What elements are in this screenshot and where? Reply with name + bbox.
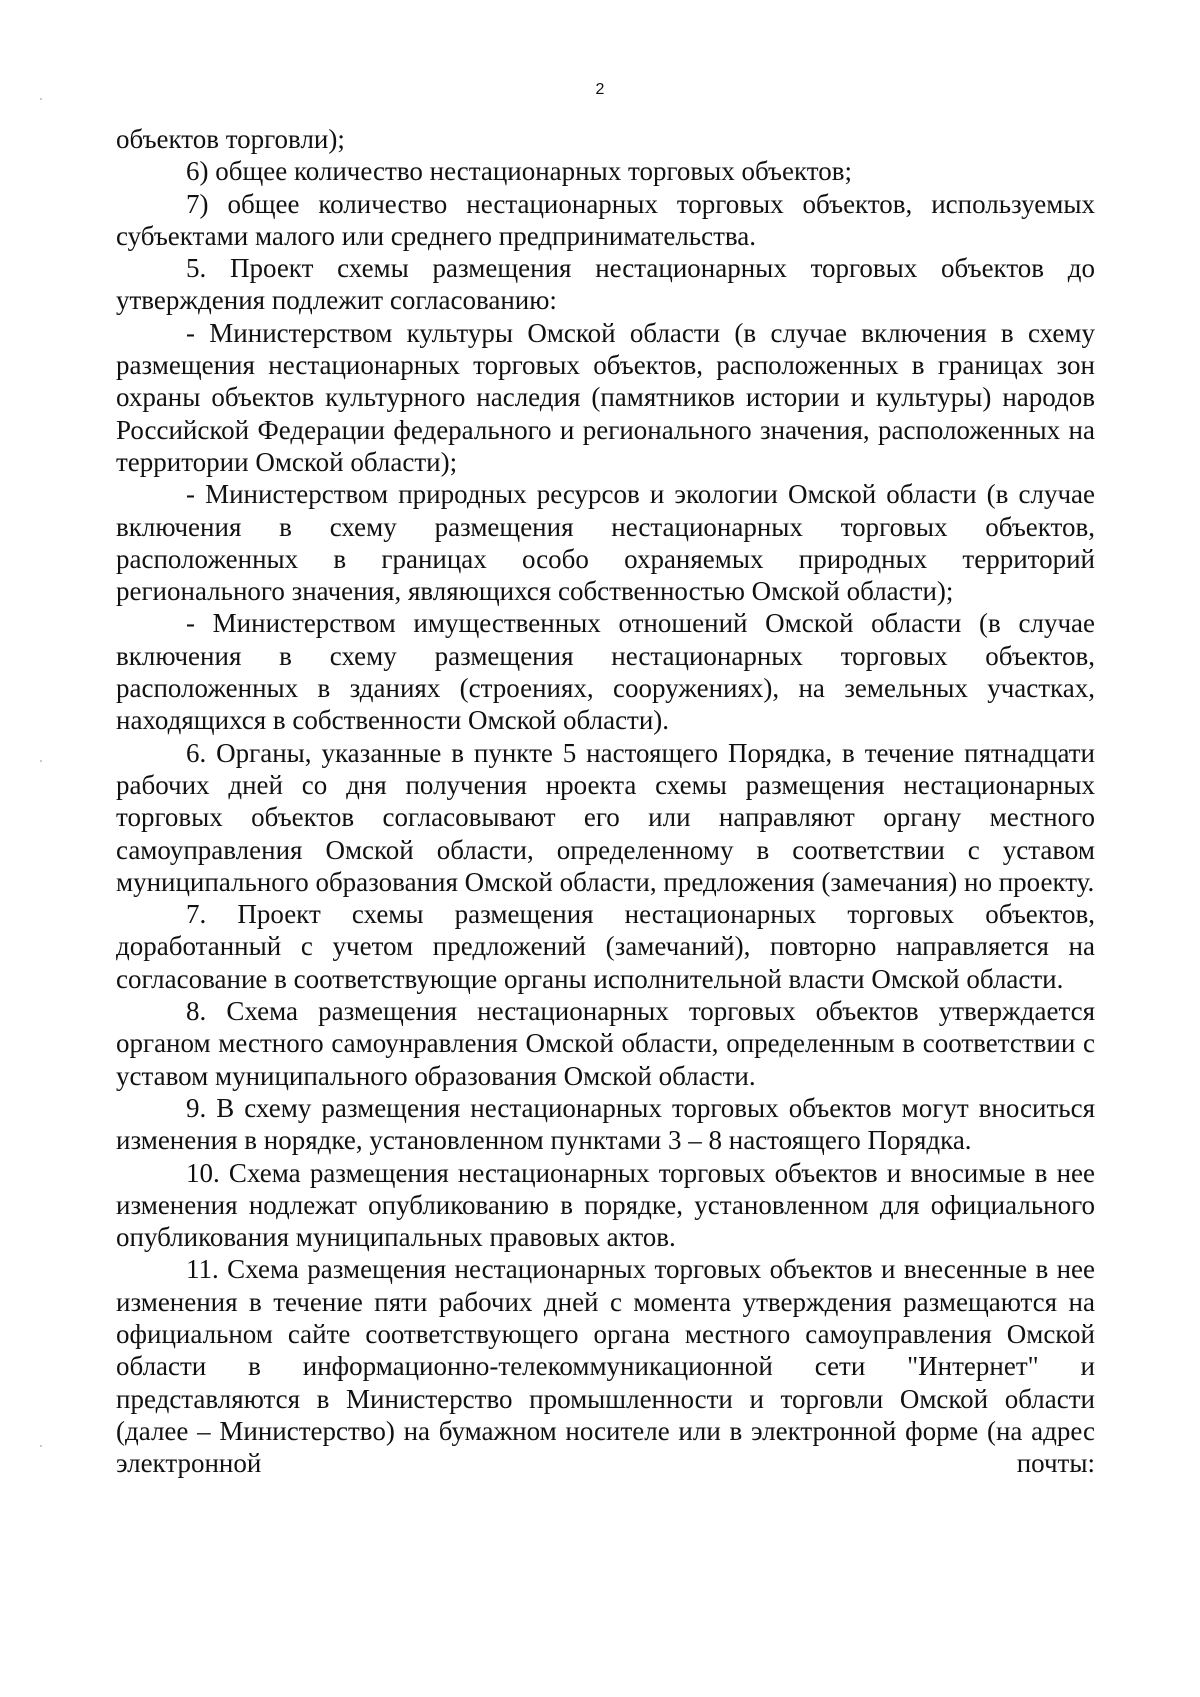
clause-8: 8. Схема размещения нестационарных торговых объектов утверждается органом местного самоунравления Омской области, определенным в соответствии с уставом муниципального образования Омской области.: [116, 996, 1095, 1091]
clause-5: 5. Проект схемы размещения нестационарных торговых объектов до утверждения подлежит согласованию:: [116, 253, 1095, 316]
scan-artifact: [40, 98, 42, 100]
paragraph-continuation: объектов торговли);: [116, 124, 345, 154]
clause-7: 7. Проект схемы размещения нестационарных торговых объектов, доработанный с учетом предложений (замечаний), повторно направляется на согласование в соответствующие органы исполнительной власти Омской области.: [116, 899, 1095, 994]
page-number: 2: [595, 81, 605, 98]
clause-10: 10. Схема размещения нестационарных торговых объектов и вносимые в нее изменения нодлежат опубликованию в порядке, установленном для официального опубликования муниципальных правовых актов.: [116, 1157, 1095, 1253]
list-item-6: 6) общее количество нестационарных торговых объектов;: [186, 156, 852, 187]
document-body: [116, 123, 1095, 1479]
scan-artifact: [40, 1445, 42, 1447]
scan-artifact: [40, 760, 42, 762]
clause-5-nature-ministry: - Министерством природных ресурсов и экологии Омской области (в случае включения в схему размещения нестационарных торговых объектов, расположенных в границах особо охраняемых природных территорий регионального значения, являющихся собственностью Омской области);: [116, 479, 1095, 607]
list-item-7: 7) общее количество нестационарных торговых объектов, используемых субъектами малого или среднего предпринимательства.: [116, 188, 1095, 251]
clause-11: 11. Схема размещения нестационарных торговых объектов и внесенные в нее изменения в течение пяти рабочих дней с момента утверждения размещаются на официальном сайте соответствующего органа местного самоуправления Омской области в информационно-телекоммуникационной сети "Интернет" и представляются в Министерство промышленности и торговли Омской области (далее – Министерство) на бумажном носителе или в электронной форме (на адрес электронной почты:: [116, 1254, 1095, 1479]
clause-6: 6. Органы, указанные в пункте 5 настоящего Порядка, в течение пятнадцати рабочих дней со дня получения нроекта схемы размещения нестационарных торговых объектов согласовывают его или направляют органу местного самоуправления Омской области, определенному в соответствии с уставом муниципального образования Омской области, предложения (замечания) но проекту.: [116, 737, 1095, 897]
clause-5-property-ministry: - Министерством имущественных отношений Омской области (в случае включения в схему размещения нестационарных торговых объектов, расположенных в зданиях (строениях, сооружениях), на земельных участках, находящихся в собственности Омской области).: [116, 608, 1095, 736]
clause-5-culture-ministry: - Министерством культуры Омской области (в случае включения в схему размещения нестационарных торговых объектов, расположенных в границах зон охраны объектов культурного наследия (памятников истории и культуры) народов Российской Федерации федерального и регионального значения, расположенных на территории Омской области);: [116, 317, 1095, 477]
clause-9: 9. В схему размещения нестационарных торговых объектов могут вноситься изменения в норядке, установленном пунктами 3 – 8 настоящего Порядка.: [116, 1092, 1095, 1156]
